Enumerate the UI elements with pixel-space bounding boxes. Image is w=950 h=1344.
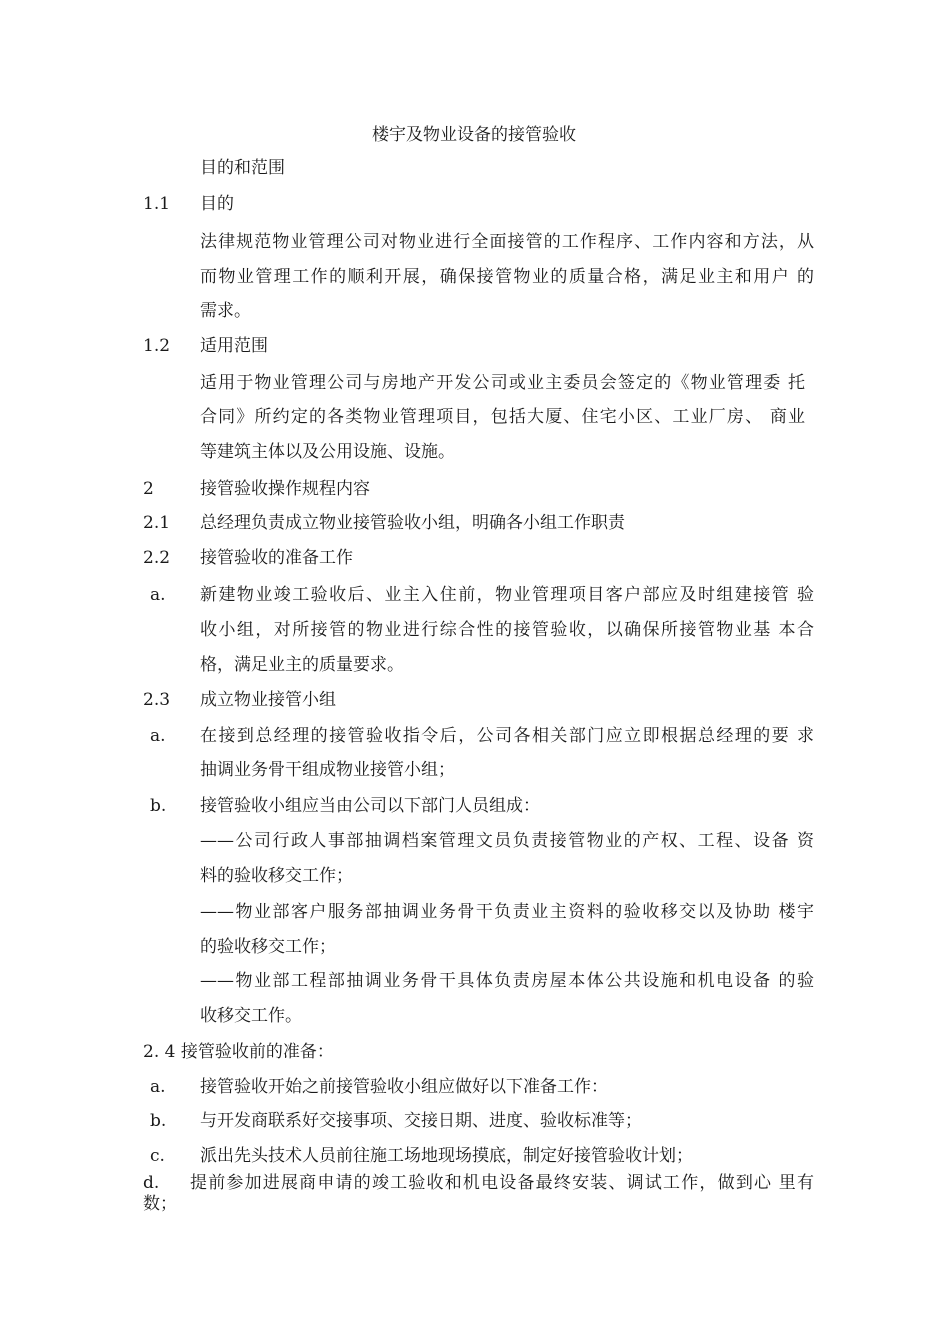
section-number: 2 — [143, 479, 154, 499]
paragraph-line: 接管验收小组应当由公司以下部门人员组成： — [200, 796, 540, 816]
section-number: 2.3 — [143, 690, 171, 710]
paragraph-line: 等建筑主体以及公用设施、设施。 — [200, 442, 455, 462]
section-text: 总经理负责成立物业接管验收小组，明确各小组工作职责 — [200, 513, 625, 533]
list-item-continuation: 数； — [143, 1194, 177, 1214]
section-title: 适用范围 — [200, 336, 268, 356]
dash-item-line: ——物业部客户服务部抽调业务骨干负责业主资料的验收移交以及协助 楼宇 — [200, 902, 814, 922]
list-marker: c. — [150, 1146, 165, 1166]
paragraph-line: 适用于物业管理公司与房地产开发公司或业主委员会签定的《物业管理委 托 — [200, 373, 805, 393]
list-item: 接管验收开始之前接管验收小组应做好以下准备工作： — [200, 1077, 608, 1097]
list-marker: a. — [150, 1077, 166, 1097]
paragraph-line: 新建物业竣工验收后、业主入住前，物业管理项目客户部应及时组建接管 验 — [200, 585, 814, 605]
paragraph-line: 在接到总经理的接管验收指令后，公司各相关部门应立即根据总经理的要 求 — [200, 726, 814, 746]
list-marker: b. — [150, 1111, 167, 1131]
dash-item-line: 的验收移交工作； — [200, 937, 336, 957]
section-number: 2.2 — [143, 548, 171, 568]
list-marker: b. — [150, 796, 167, 816]
section-number: 2.1 — [143, 513, 171, 533]
dash-item-line: ——公司行政人事部抽调档案管理文员负责接管物业的产权、工程、设备 资 — [200, 831, 814, 851]
list-item: 派出先头技术人员前往施工场地现场摸底，制定好接管验收计划； — [200, 1146, 693, 1166]
section-title: 目的 — [200, 194, 234, 214]
paragraph-line: 需求。 — [200, 301, 251, 321]
paragraph-line: 法律规范物业管理公司对物业进行全面接管的工作程序、工作内容和方法，从 — [200, 232, 814, 252]
section-number: 1.1 — [143, 194, 171, 214]
dash-item-line: 收移交工作。 — [200, 1006, 302, 1026]
list-item: 提前参加进展商申请的竣工验收和机电设备最终安装、调试工作，做到心 里有 — [190, 1173, 814, 1193]
list-marker: a. — [150, 585, 166, 605]
document-title: 楼宇及物业设备的接管验收 — [372, 125, 576, 145]
list-item: 与开发商联系好交接事项、交接日期、进度、验收标准等； — [200, 1111, 642, 1131]
list-marker: d. — [143, 1173, 160, 1193]
paragraph-line: 收小组，对所接管的物业进行综合性的接管验收，以确保所接管物业基 本合 — [200, 620, 814, 640]
dash-item-line: ——物业部工程部抽调业务骨干具体负责房屋本体公共设施和机电设备 的验 — [200, 971, 814, 991]
paragraph-line: 格，满足业主的质量要求。 — [200, 655, 404, 675]
section-heading: 2. 4 接管验收前的准备： — [143, 1042, 334, 1062]
section-title: 接管验收的准备工作 — [200, 548, 353, 568]
paragraph-line: 合同》所约定的各类物业管理项目，包括大厦、住宅小区、工业厂房、 商业 — [200, 407, 805, 427]
section-number: 1.2 — [143, 336, 171, 356]
list-marker: a. — [150, 726, 166, 746]
section-title: 成立物业接管小组 — [200, 690, 336, 710]
paragraph-line: 而物业管理工作的顺利开展，确保接管物业的质量合格，满足业主和用户 的 — [200, 267, 814, 287]
paragraph-line: 抽调业务骨干组成物业接管小组； — [200, 760, 455, 780]
section-heading: 目的和范围 — [200, 158, 285, 178]
section-title: 接管验收操作规程内容 — [200, 479, 370, 499]
dash-item-line: 料的验收移交工作； — [200, 866, 353, 886]
